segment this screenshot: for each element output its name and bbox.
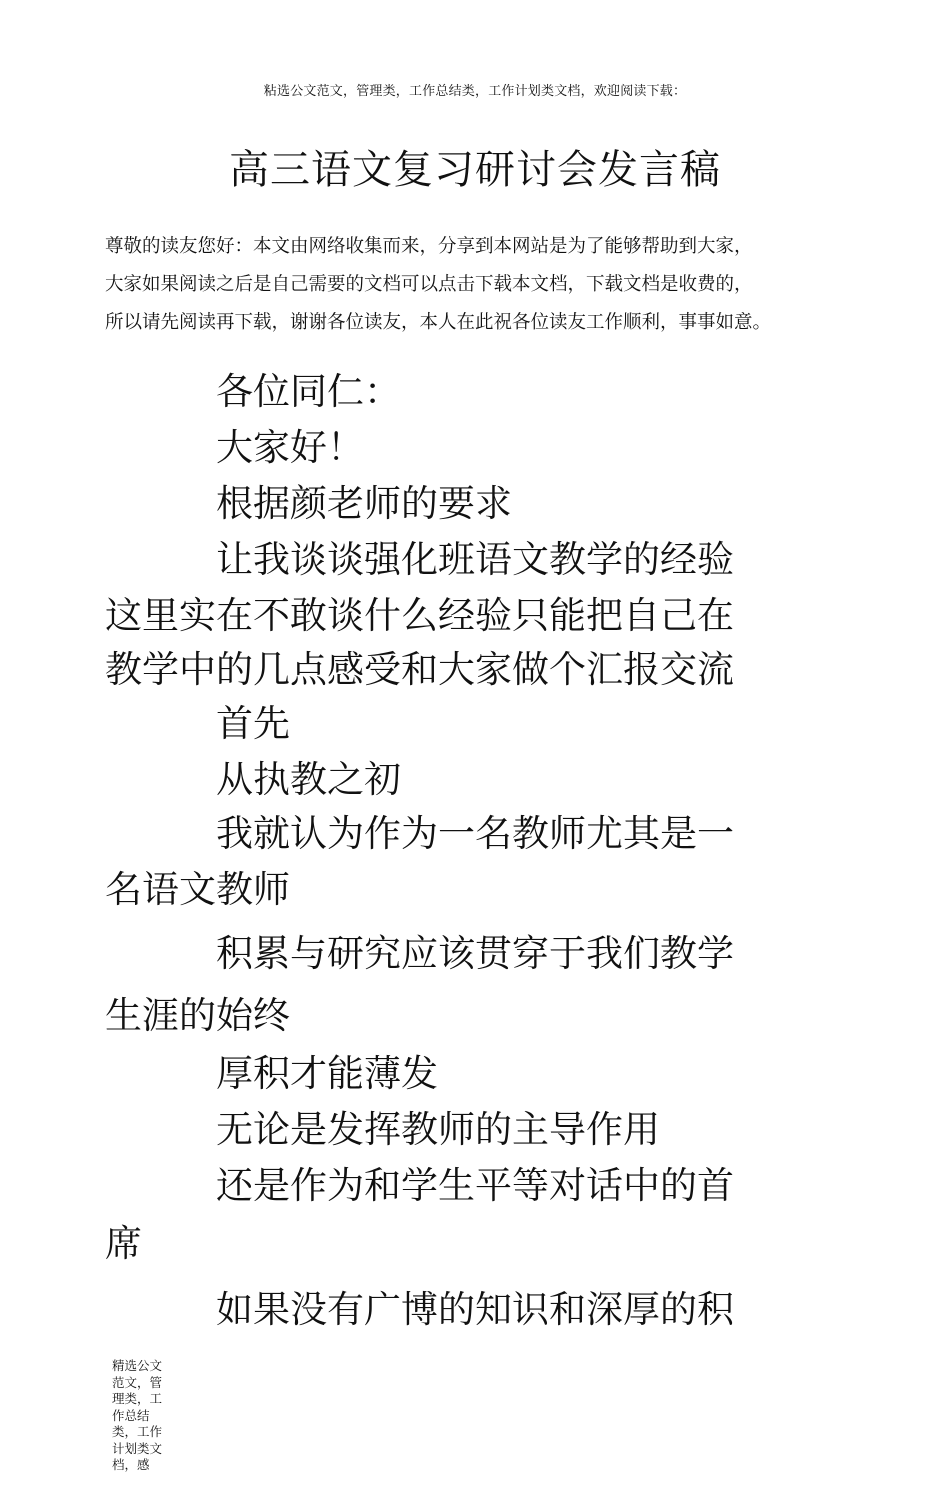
footer-note: 精选公文范文，管理类，工作总结类，工作计划类文档，感 [112, 1358, 163, 1472]
intro-line: 所以请先阅读再下载，谢谢各位读友，本人在此祝各位读友工作顺利，事事如意。 [105, 312, 772, 333]
body-line: 让我谈谈强化班语文教学的经验 [105, 538, 734, 581]
body-line: 教学中的几点感受和大家做个汇报交流 [105, 648, 734, 691]
body-line: 席 [105, 1222, 142, 1265]
intro-line: 尊敬的读友您好：本文由网络收集而来，分享到本网站是为了能够帮助到大家， [105, 236, 753, 257]
body-line: 大家好！ [105, 426, 364, 469]
document-title: 高三语文复习研讨会发言稿 [229, 147, 721, 193]
body-line: 首先 [105, 702, 290, 745]
body-line: 我就认为作为一名教师尤其是一 [105, 812, 734, 855]
header-note: 粘选公文范文，管理类，工作总结类，工作计划类文档，欢迎阅读下载： [263, 84, 687, 99]
intro-paragraph [105, 228, 885, 342]
body-line: 各位同仁： [105, 370, 401, 413]
body-line: 积累与研究应该贯穿于我们教学 [105, 932, 734, 975]
body-line: 如果没有广博的知识和深厚的积 [105, 1288, 734, 1331]
body-line: 生涯的始终 [105, 994, 290, 1037]
body-line: 从执教之初 [105, 758, 401, 801]
body-line: 名语文教师 [105, 868, 290, 911]
body-line: 还是作为和学生平等对话中的首 [105, 1164, 734, 1207]
body-line: 根据颜老师的要求 [105, 482, 512, 525]
intro-line: 大家如果阅读之后是自己需要的文档可以点击下载本文档，下载文档是收费的， [105, 274, 753, 295]
body-line: 这里实在不敢谈什么经验只能把自己在 [105, 594, 734, 637]
body-line: 厚积才能薄发 [105, 1052, 438, 1095]
body-line: 无论是发挥教师的主导作用 [105, 1108, 660, 1151]
